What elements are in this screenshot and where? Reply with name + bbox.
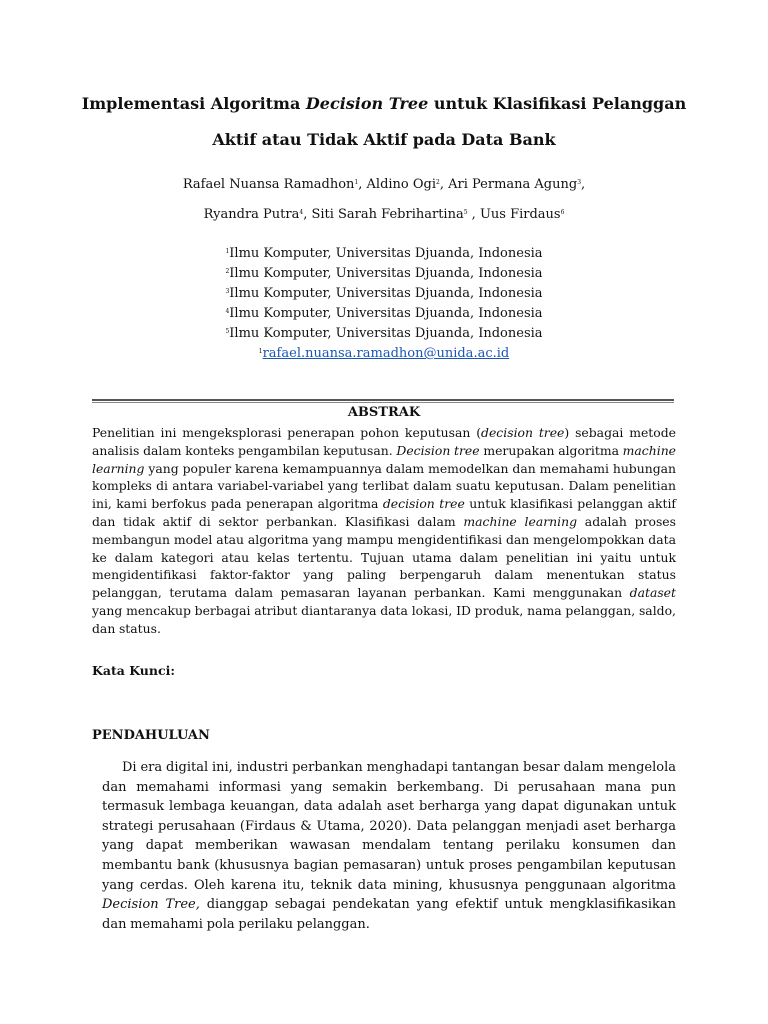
- text-run: merupakan algoritma: [479, 442, 623, 458]
- text-run: dianggap sebagai pendekatan yang efektif untuk mengklasifikasikan dan memahami pola perilaku pelanggan.: [102, 897, 676, 932]
- text-run: Penelitian ini mengeksplorasi penerapan pohon keputusan (: [92, 425, 482, 440]
- introduction-text: [102, 760, 676, 932]
- text-run: ) sebagai metode analisis dalam konteks pengambilan keputusan.: [92, 425, 676, 458]
- italic-term: Decision tree: [396, 442, 480, 458]
- paper-title: [60, 86, 708, 158]
- text-run: untuk klasifikasi pelanggan aktif dan tidak aktif di sektor perbankan. Klasifikasi dalam: [92, 496, 676, 529]
- abstract-heading: ABSTRAK: [347, 405, 421, 420]
- text-run: adalah proses membangun model atau algoritma yang mampu mengidentifikasi dan mengelompokkan data ke dalam kategori atau kelas tertentu. Tujuan utama dalam penelitian ini yaitu untuk mengidentifikasi faktor-faktor yang paling berpengaruh dalam menentukan status pelanggan, terutama dalam pemasaran layanan perbankan. Kami menggunakan: [92, 513, 677, 601]
- keywords-label: Kata Kunci:: [92, 663, 175, 678]
- affiliation-list: [60, 244, 708, 364]
- section-heading: PENDAHULUAN: [92, 728, 210, 743]
- abstract-divider: [92, 399, 674, 403]
- introduction-paragraph: [102, 758, 676, 934]
- email-line: $^1$rafael.nuansa.ramadhon@unida.ac.id: [258, 346, 510, 361]
- text-run: yang mencakup berbagai atribut diantaranya data lokasi, ID produk, nama pelanggan, saldo, dan status.: [92, 602, 676, 636]
- author-name: Siti Sarah Febrihartina: [311, 207, 464, 222]
- affiliation: $^2$Ilmu Komputer, Universitas Djuanda, Indonesia: [225, 266, 543, 281]
- title-line-2: Aktif atau Tidak Aktif pada Data Bank: [212, 130, 556, 149]
- affiliation: $^1$Ilmu Komputer, Universitas Djuanda, Indonesia: [225, 246, 543, 261]
- author-name: Uus Firdaus: [479, 207, 561, 222]
- author-line-1: Rafael Nuansa Ramadhon$^1$, Aldino Ogi$^2$, Ari Permana Agung$^3$,: [182, 177, 586, 192]
- author-name: Rafael Nuansa Ramadhon: [182, 177, 355, 192]
- italic-term: decision tree: [481, 425, 565, 440]
- affiliation: $^5$Ilmu Komputer, Universitas Djuanda, Indonesia: [225, 326, 543, 341]
- italic-term: Decision Tree,: [102, 897, 200, 913]
- affiliation: $^4$Ilmu Komputer, Universitas Djuanda, Indonesia: [225, 306, 543, 321]
- title-line-1: Implementasi Algoritma Decision Tree untuk Klasifikasi Pelanggan: [81, 94, 687, 113]
- affiliation: $^3$Ilmu Komputer, Universitas Djuanda, Indonesia: [225, 286, 543, 301]
- italic-term: decision tree: [382, 496, 465, 512]
- abstract-body: [92, 424, 676, 638]
- italic-term: machine learning: [463, 513, 578, 529]
- italic-term: machine learning: [92, 442, 677, 476]
- email-link[interactable]: rafael.nuansa.ramadhon@unida.ac.id: [262, 346, 510, 361]
- author-list: [60, 170, 708, 230]
- text-run: Di era digital ini, industri perbankan menghadapi tantangan besar dalam mengelola dan memahami informasi yang semakin berkembang. Di perusahaan mana pun termasuk lembaga keuangan, data adalah aset berharga yang dapat digunakan untuk strategi perusahaan (Firdaus & Utama, 2020). Data pelanggan menjadi aset berharga yang dapat memberikan wawasan mendalam tentang perilaku konsumen dan membantu bank (khususnya bagian pemasaran) untuk proses pengambilan keputusan yang cerdas. Oleh karena itu, teknik data mining, khususnya penggunaan algoritma: [102, 760, 676, 893]
- italic-term: dataset: [629, 585, 676, 601]
- author-name: Ryandra Putra: [203, 207, 300, 222]
- author-line-2: Ryandra Putra$^4$, Siti Sarah Febrihartina$^5$ , Uus Firdaus$^6$: [203, 207, 565, 222]
- author-name: Aldino Ogi: [366, 177, 437, 192]
- author-name: Ari Permana Agung: [448, 177, 578, 192]
- text-run: yang populer karena kemampuannya dalam memodelkan dan memahami hubungan kompleks di antara variabel-variabel yang terlibat dalam suatu keputusan. Dalam penelitian ini, kami berfokus pada penerapan algoritma: [92, 460, 676, 512]
